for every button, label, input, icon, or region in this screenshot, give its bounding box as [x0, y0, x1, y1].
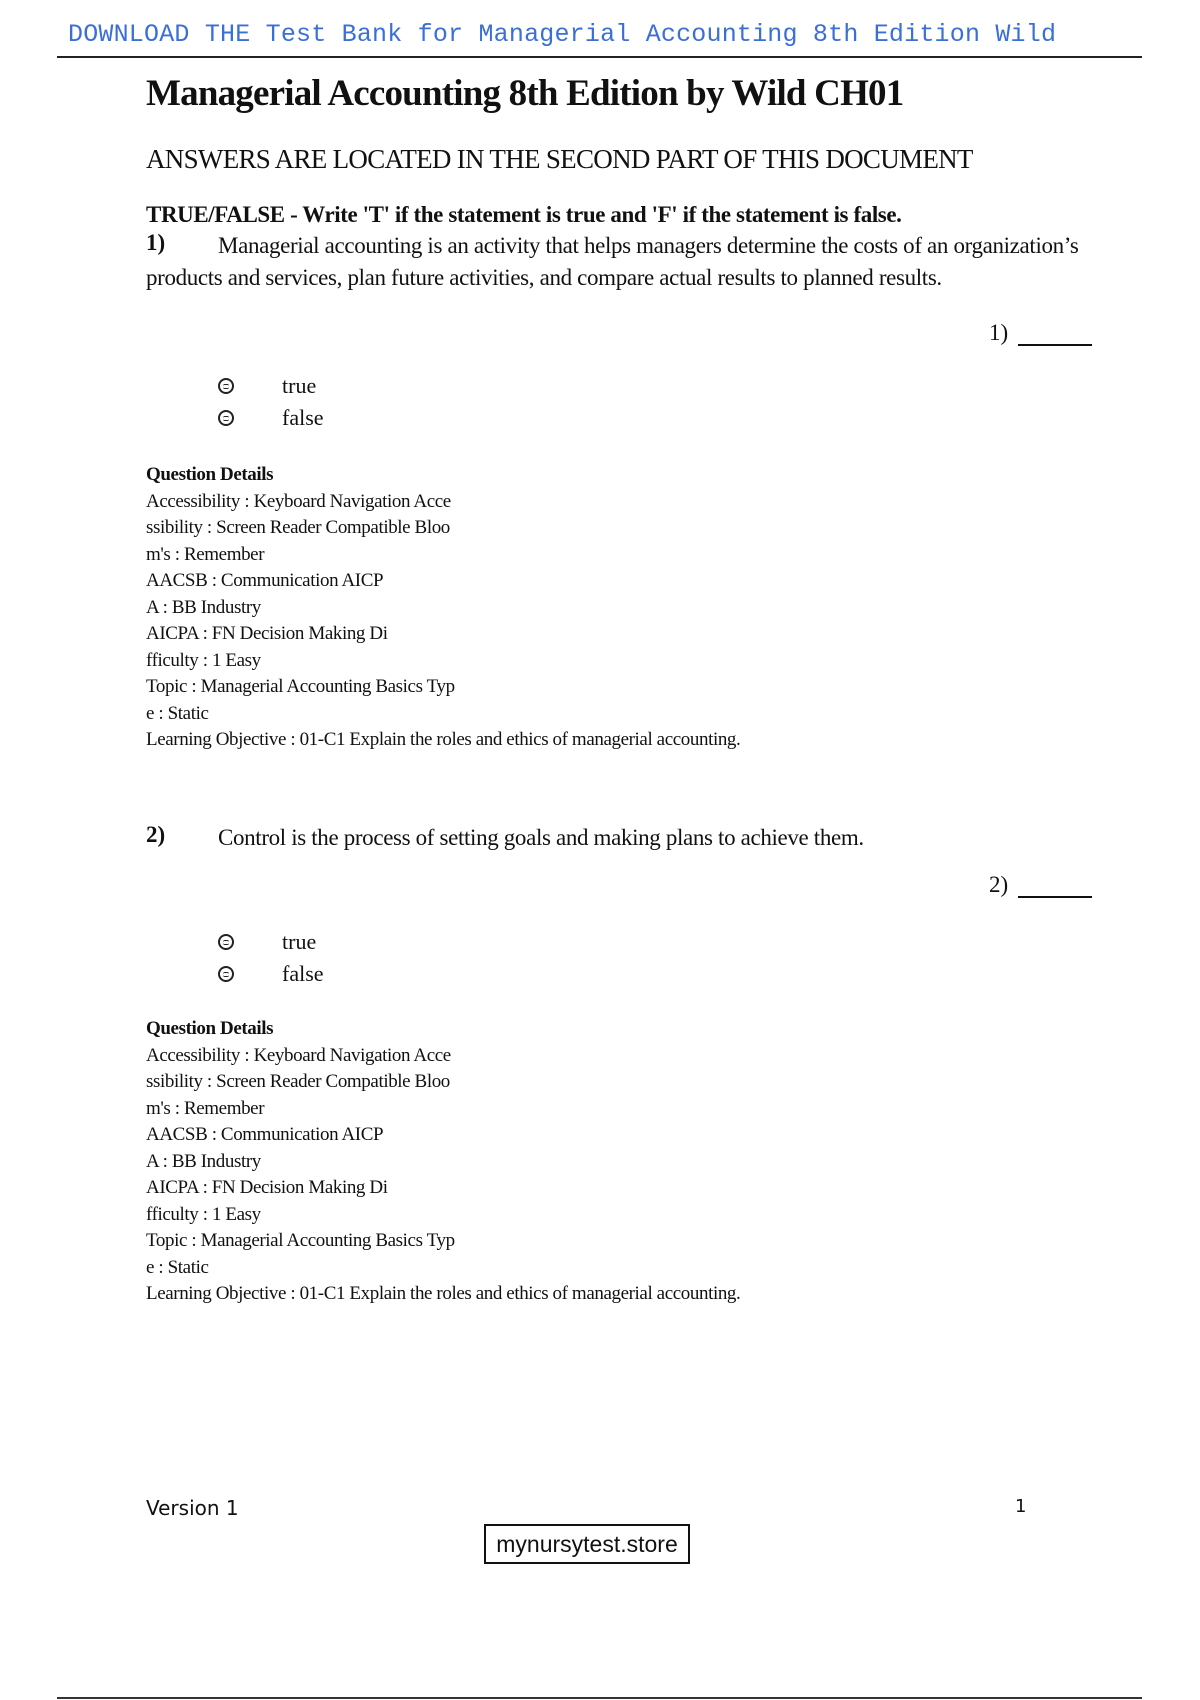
- radio-icon[interactable]: [218, 410, 234, 426]
- download-banner[interactable]: DOWNLOAD THE Test Bank for Managerial Accounting 8th Edition Wild: [68, 20, 1057, 49]
- question-details: [146, 1016, 740, 1308]
- radio-icon[interactable]: [218, 934, 234, 950]
- answer-blank[interactable]: [1018, 878, 1092, 898]
- footer-version: Version 1: [146, 1496, 239, 1520]
- details-line: AACSB : Communication AICP: [146, 1124, 384, 1145]
- answer-blank[interactable]: [1018, 326, 1092, 346]
- answer-options: [218, 926, 324, 990]
- option-label: true: [282, 929, 317, 954]
- instructions: TRUE/FALSE - Write 'T' if the statement is true and 'F' if the statement is false.: [146, 202, 902, 227]
- details-line: Accessibility : Keyboard Navigation Acce: [146, 490, 451, 512]
- answer-label: 2): [989, 872, 1009, 897]
- question-1: [146, 230, 1086, 750]
- option-label: false: [282, 961, 324, 986]
- answers-note: ANSWERS ARE LOCATED IN THE SECOND PART OF THIS DOCUMENT: [146, 144, 973, 174]
- details-line: Topic : Managerial Accounting Basics Typ: [146, 1230, 455, 1251]
- question-text: Managerial accounting is an activity that helps managers determine the costs of an organization’s products and services, plan future activities, and compare actual results to planned results.: [146, 233, 1079, 290]
- question-2: [146, 822, 1086, 1322]
- answer-slot: [989, 320, 1092, 346]
- question-details: [146, 462, 740, 754]
- details-line: e : Static: [146, 1256, 209, 1278]
- option-true[interactable]: [218, 370, 324, 402]
- details-title: Question Details: [146, 464, 274, 485]
- details-line: fficulty : 1 Easy: [146, 649, 261, 671]
- option-false[interactable]: [218, 402, 324, 434]
- details-line: ssibility : Screen Reader Compatible Bloo: [146, 517, 450, 538]
- question-number: 1): [146, 230, 166, 255]
- question-text: Control is the process of setting goals and making plans to achieve them.: [218, 825, 864, 850]
- radio-icon[interactable]: [218, 966, 234, 982]
- details-line: m's : Remember: [146, 1097, 265, 1119]
- details-line: A : BB Industry: [146, 1150, 261, 1172]
- page-number: 1: [1015, 1496, 1027, 1517]
- question-number: 2): [146, 822, 166, 847]
- option-label: false: [282, 405, 324, 430]
- details-line: Topic : Managerial Accounting Basics Typ: [146, 676, 455, 697]
- details-line: m's : Remember: [146, 543, 265, 565]
- details-line: A : BB Industry: [146, 596, 261, 618]
- header-divider: [57, 56, 1142, 58]
- option-label: true: [282, 373, 317, 398]
- radio-icon[interactable]: [218, 378, 234, 394]
- option-false[interactable]: [218, 958, 324, 990]
- watermark-link[interactable]: mynursytest.store: [484, 1524, 690, 1564]
- details-line: AICPA : FN Decision Making Di: [146, 623, 388, 644]
- details-line: Learning Objective : 01-C1 Explain the roles and ethics of managerial accounting.: [146, 1283, 741, 1304]
- document-title: Managerial Accounting 8th Edition by Wild CH01: [146, 73, 904, 114]
- option-true[interactable]: [218, 926, 324, 958]
- footer-divider: [57, 1697, 1142, 1699]
- details-line: fficulty : 1 Easy: [146, 1203, 261, 1225]
- details-line: ssibility : Screen Reader Compatible Bloo: [146, 1071, 450, 1092]
- answer-slot: [989, 872, 1092, 898]
- details-line: AACSB : Communication AICP: [146, 570, 384, 591]
- details-line: e : Static: [146, 702, 209, 724]
- details-line: Learning Objective : 01-C1 Explain the roles and ethics of managerial accounting.: [146, 729, 741, 750]
- answer-options: [218, 370, 324, 434]
- answer-label: 1): [989, 320, 1009, 345]
- details-line: Accessibility : Keyboard Navigation Acce: [146, 1044, 451, 1066]
- details-title: Question Details: [146, 1018, 274, 1039]
- details-line: AICPA : FN Decision Making Di: [146, 1177, 388, 1198]
